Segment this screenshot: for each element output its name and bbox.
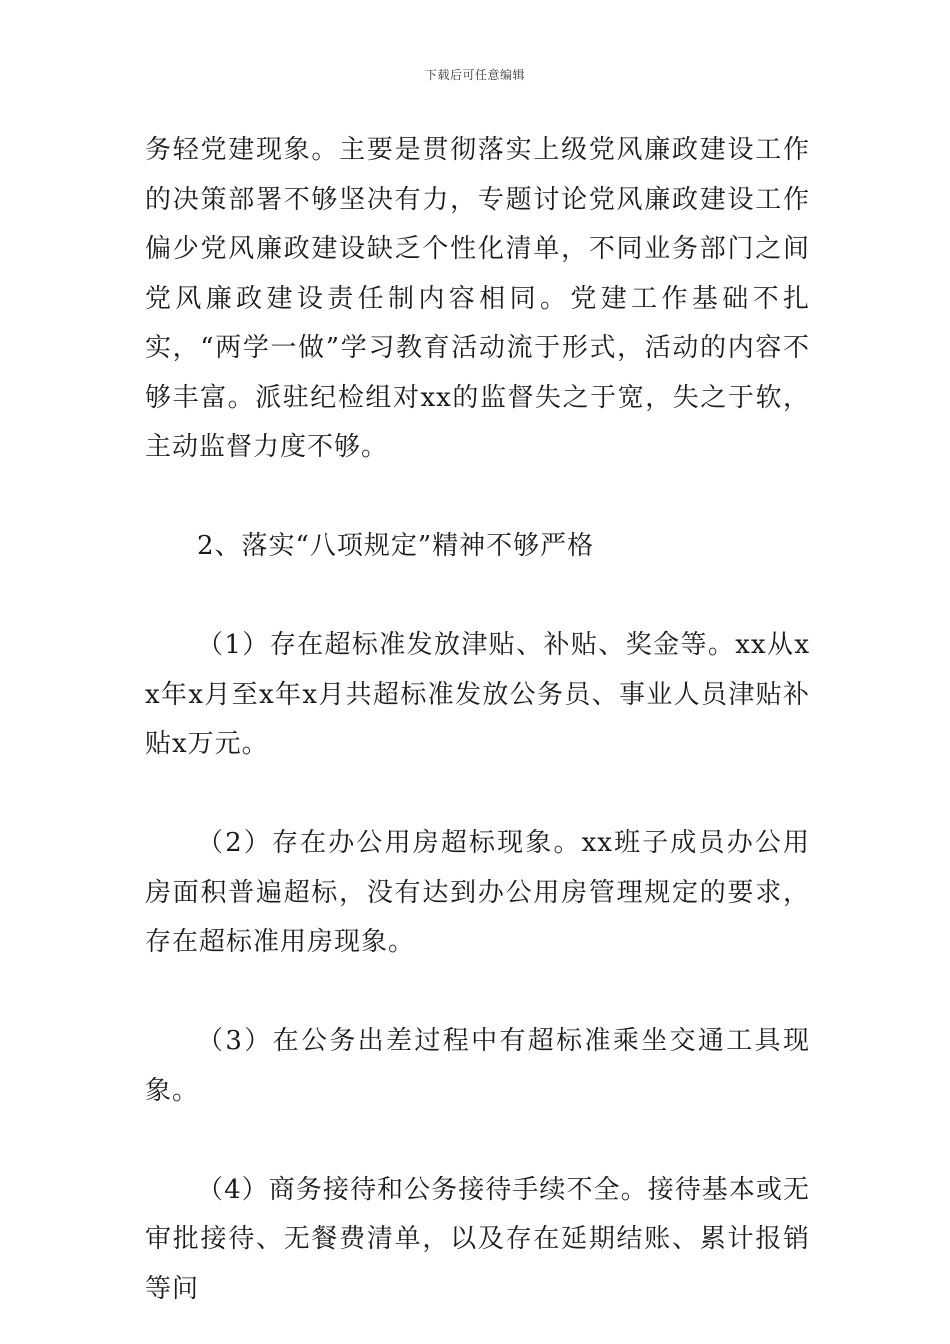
- page-header: 下载后可任意编辑: [424, 68, 525, 82]
- paragraph-gap: [145, 1116, 810, 1166]
- paragraph-item-4: （4）商务接待和公务接待手续不全。接待基本或无审批接待、无餐费清单，以及存在延期结账、累计报销等问: [145, 1174, 810, 1304]
- paragraph-item-2: （2）存在办公用房超标现象。xx班子成员办公用房面积普遍超标，没有达到办公用房管理规定的要求，存在超标准用房现象。: [145, 828, 810, 957]
- section-heading-eight-rules: 2、落实“八项规定”精神不够严格: [197, 531, 595, 561]
- document-body: [145, 126, 810, 1314]
- paragraph-gap: [145, 968, 810, 1018]
- paragraph-gap: [145, 572, 810, 622]
- paragraph-item-3: （3）在公务出差过程中有超标准乘坐交通工具现象。: [145, 1026, 810, 1106]
- paragraph-gap: [145, 473, 810, 523]
- paragraph-gap: [145, 770, 810, 820]
- paragraph-continuation: 务轻党建现象。主要是贯彻落实上级党风廉政建设工作的决策部署不够坚决有力，专题讨论党风廉政建设工作偏少党风廉政建设缺乏个性化清单，不同业务部门之间党风廉政建设责任制内容相同。党建工作基础不扎实，“两学一做”学习教育活动流于形式，活动的内容不够丰富。派驻纪检组对xx的监督失之于宽，失之于软，主动监督力度不够。: [145, 135, 810, 462]
- paragraph-item-1: （1）存在超标准发放津贴、补贴、奖金等。xx从xx年x月至x年x月共超标准发放公务员、事业人员津贴补贴x万元。: [145, 630, 810, 759]
